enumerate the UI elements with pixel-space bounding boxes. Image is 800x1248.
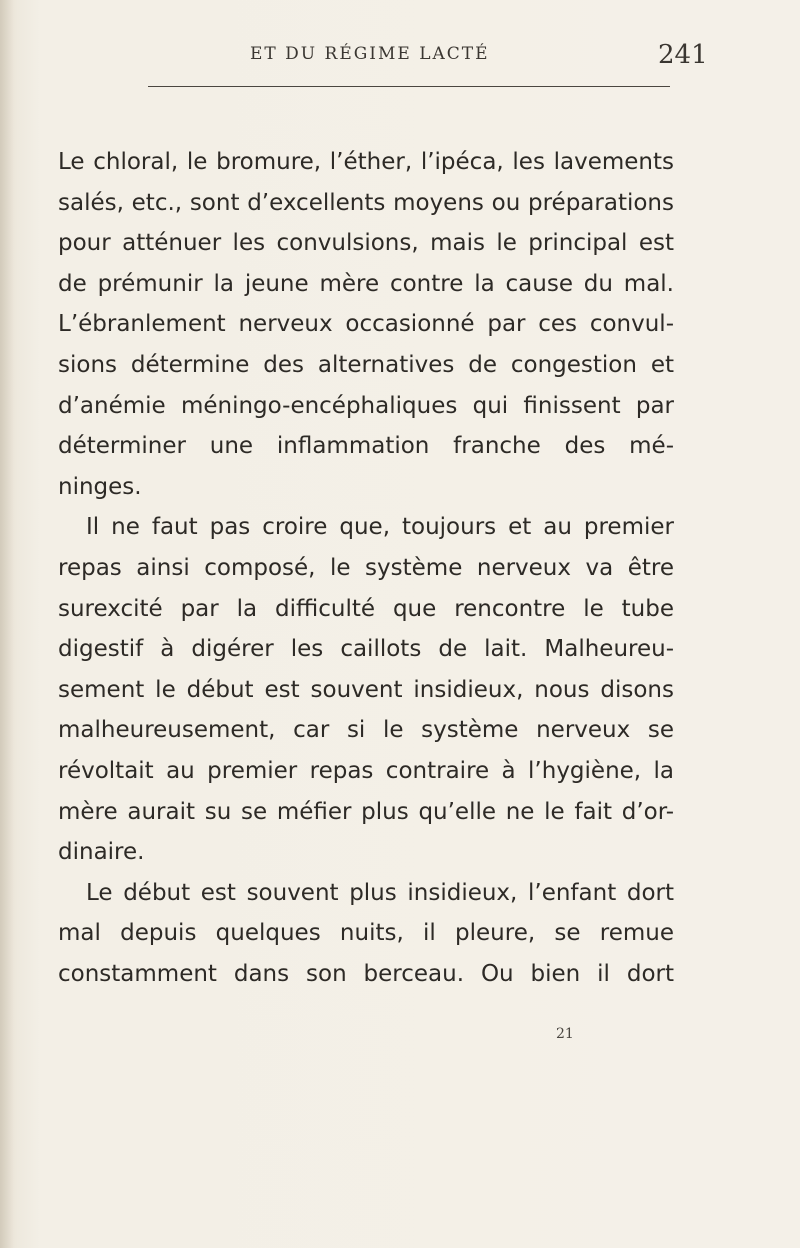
text-line: révoltait au premier repas contraire à l’hygiène, la bbox=[58, 757, 674, 784]
text-line: L’ébranlement nerveux occasionné par ces convul- bbox=[58, 311, 674, 338]
text-line: constamment dans son berceau. Ou bien il dort bbox=[58, 960, 674, 987]
text-line: digestif à digérer les caillots de lait. Malheureu- bbox=[58, 636, 674, 663]
paragraph-start-line: Le début est souvent plus insidieux, l’enfant dort bbox=[86, 879, 674, 906]
text-line: déterminer une inflammation franche des mé- bbox=[58, 433, 674, 460]
text-line: sions détermine des alternatives de congestion et bbox=[58, 351, 674, 378]
text-line: d’anémie méningo-encéphaliques qui finissent par bbox=[58, 392, 674, 419]
running-header: ET DU RÉGIME LACTÉ bbox=[250, 44, 490, 64]
text-line: malheureusement, car si le système nerveux se bbox=[58, 717, 674, 744]
header-rule bbox=[148, 86, 670, 87]
text-line: Le chloral, le bromure, l’éther, l’ipéca, les lavements bbox=[58, 149, 674, 175]
text-line: mère aurait su se méfier plus qu’elle ne le fait d’or- bbox=[58, 798, 674, 825]
text-line: salés, etc., sont d’excellents moyens ou préparations bbox=[58, 189, 674, 216]
page-number: 241 bbox=[658, 40, 708, 70]
text-line: mal depuis quelques nuits, il pleure, se remue bbox=[58, 920, 674, 947]
text-line: de prémunir la jeune mère contre la cause du mal. bbox=[58, 270, 674, 297]
text-line: sement le début est souvent insidieux, nous disons bbox=[58, 676, 674, 703]
text-line: repas ainsi composé, le système nerveux va être bbox=[58, 554, 674, 581]
paragraph-start-line: Il ne faut pas croire que, toujours et au premier bbox=[86, 514, 674, 541]
text-line: pour atténuer les convulsions, mais le principal est bbox=[58, 230, 674, 257]
page-spine-shadow bbox=[0, 0, 14, 1248]
text-line: ninges. bbox=[58, 473, 142, 500]
text-line: surexcité par la difficulté que rencontre le tube bbox=[58, 595, 674, 622]
signature-mark: 21 bbox=[556, 1026, 574, 1042]
text-line: dinaire. bbox=[58, 839, 145, 866]
body-text bbox=[58, 142, 674, 994]
